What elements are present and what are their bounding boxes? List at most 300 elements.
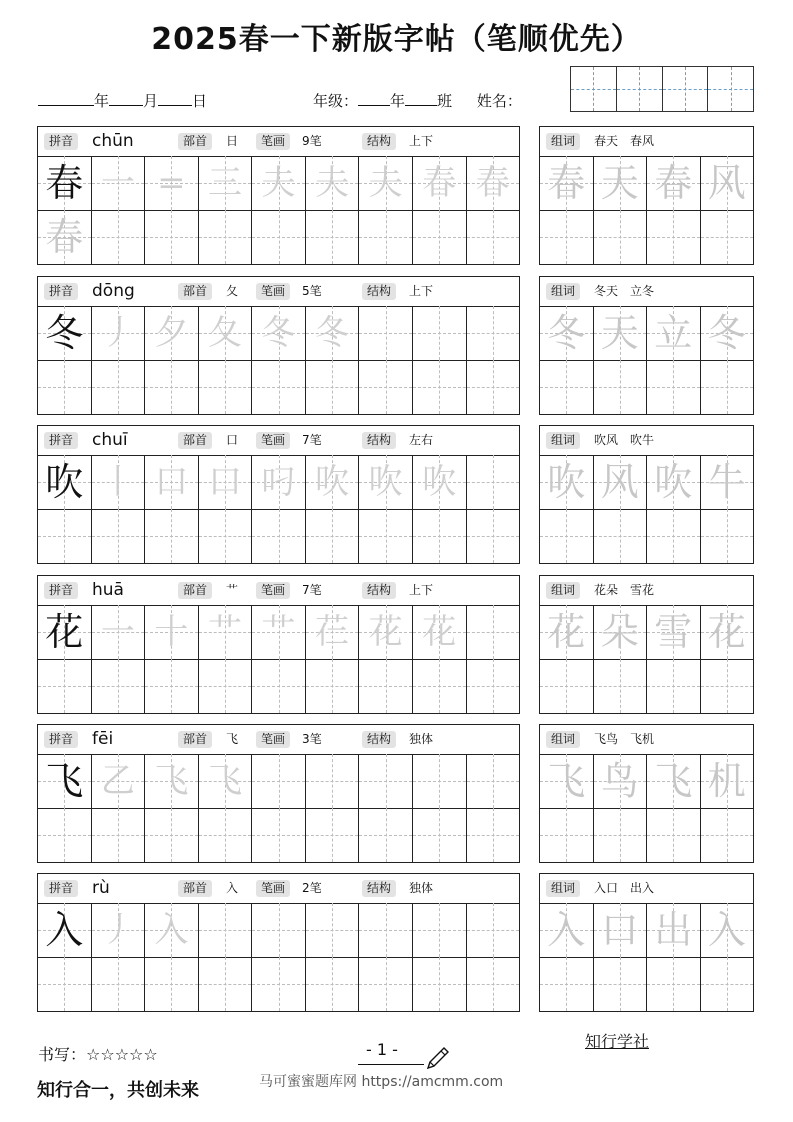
pinyin-value: rù: [92, 878, 110, 898]
word-cell[interactable]: [647, 156, 701, 210]
word-cell[interactable]: [540, 808, 594, 862]
structure-value: 上下: [409, 284, 434, 298]
char-header: [38, 874, 519, 904]
practice-cell[interactable]: [199, 360, 253, 414]
name-cell[interactable]: [617, 67, 663, 111]
practice-cell[interactable]: [199, 210, 253, 264]
strokes-value: 7笔: [302, 583, 322, 597]
stroke-order-char: 口: [207, 462, 242, 502]
words-grid: [540, 156, 753, 264]
word-cell[interactable]: [594, 509, 648, 563]
char-header: [38, 426, 519, 456]
word-cell[interactable]: [540, 903, 594, 957]
month-blank[interactable]: [109, 93, 143, 106]
practice-cell[interactable]: [145, 455, 199, 509]
stroke-order-char: 三: [207, 163, 242, 203]
practice-cell[interactable]: [359, 360, 413, 414]
practice-row: [38, 509, 519, 563]
structure-tag: 结构: [362, 731, 396, 748]
word-cell[interactable]: [701, 509, 754, 563]
word-cell[interactable]: [594, 455, 648, 509]
word-cell[interactable]: [647, 957, 701, 1011]
practice-cell[interactable]: [306, 306, 360, 360]
practice-grid: [38, 156, 519, 264]
practice-cell[interactable]: [413, 210, 467, 264]
practice-cell[interactable]: [38, 754, 92, 808]
pinyin-tag: 拼音: [44, 582, 78, 599]
word-trace-char: 风: [600, 460, 639, 504]
word-trace-char: 冬: [707, 311, 746, 355]
word-trace-char: 天: [600, 311, 639, 355]
word-cell[interactable]: [540, 957, 594, 1011]
strokes-tag: 笔画: [256, 731, 290, 748]
model-char: 飞: [45, 759, 84, 803]
practice-cell[interactable]: [199, 605, 253, 659]
strokes-value: 2笔: [302, 881, 322, 895]
word-cell[interactable]: [647, 754, 701, 808]
structure-tag: 结构: [362, 880, 396, 897]
stroke-order-char: 飞: [207, 761, 242, 801]
structure-value: 独体: [409, 881, 434, 895]
practice-cell[interactable]: [306, 754, 360, 808]
radical-value: 日: [226, 134, 239, 148]
word-cell[interactable]: [594, 605, 648, 659]
stroke-order-char: =: [157, 163, 186, 203]
practice-cell[interactable]: [92, 306, 146, 360]
words-row: [540, 156, 753, 211]
char-block: [37, 575, 754, 714]
stroke-order-char: 夫: [261, 163, 296, 203]
trace-char: 春: [45, 215, 84, 259]
practice-row: [38, 210, 519, 264]
grade-label: 年级：: [313, 92, 359, 110]
radical-tag: 部首: [178, 283, 212, 300]
practice-cell[interactable]: [467, 360, 520, 414]
practice-cell[interactable]: [306, 156, 360, 210]
practice-grid: [38, 455, 519, 563]
words-row: [540, 808, 753, 862]
stroke-order-char: 夫: [315, 163, 350, 203]
practice-cell[interactable]: [359, 903, 413, 957]
practice-cell[interactable]: [306, 210, 360, 264]
practice-cell[interactable]: [306, 605, 360, 659]
word-trace-char: 吹: [547, 460, 586, 504]
word-cell[interactable]: [701, 455, 754, 509]
word-cell[interactable]: [594, 903, 648, 957]
words-row: [540, 455, 753, 510]
practice-cell[interactable]: [306, 957, 360, 1011]
practice-cell[interactable]: [413, 659, 467, 713]
practice-cell[interactable]: [413, 903, 467, 957]
practice-cell[interactable]: [467, 156, 520, 210]
practice-grid: [38, 605, 519, 713]
char-header: [38, 127, 519, 157]
practice-cell[interactable]: [38, 156, 92, 210]
practice-cell[interactable]: [145, 509, 199, 563]
practice-cell[interactable]: [199, 306, 253, 360]
practice-cell[interactable]: [92, 210, 146, 264]
practice-cell[interactable]: [38, 360, 92, 414]
practice-cell[interactable]: [145, 605, 199, 659]
practice-cell[interactable]: [199, 156, 253, 210]
stroke-order-char: 一: [100, 163, 135, 203]
practice-cell[interactable]: [252, 808, 306, 862]
stroke-order-char: 飞: [154, 761, 189, 801]
practice-cell[interactable]: [38, 306, 92, 360]
stroke-order-char: 丿: [100, 313, 135, 353]
words-box: [539, 724, 754, 863]
word-cell[interactable]: [647, 210, 701, 264]
words-header: [540, 874, 753, 904]
practice-cell[interactable]: [413, 156, 467, 210]
practice-grid: [38, 306, 519, 414]
practice-cell[interactable]: [252, 659, 306, 713]
pinyin-tag: 拼音: [44, 731, 78, 748]
pinyin-value: chūn: [92, 131, 134, 151]
practice-cell[interactable]: [467, 605, 520, 659]
practice-cell[interactable]: [467, 659, 520, 713]
strokes-tag: 笔画: [256, 582, 290, 599]
practice-cell[interactable]: [252, 210, 306, 264]
practice-box: [37, 425, 520, 564]
word-trace-char: 冬: [547, 311, 586, 355]
grade-year-label: 年: [390, 92, 406, 110]
class-label: 班: [437, 92, 453, 110]
practice-row: [38, 957, 519, 1011]
slogan: 知行合一，共创未来: [37, 1080, 199, 1101]
practice-cell[interactable]: [467, 957, 520, 1011]
practice-cell[interactable]: [92, 957, 146, 1011]
strokes-value: 5笔: [302, 284, 322, 298]
word-cell[interactable]: [647, 455, 701, 509]
name-label: 姓名：: [476, 92, 522, 110]
date-line: [38, 90, 207, 111]
practice-cell[interactable]: [145, 210, 199, 264]
practice-cell[interactable]: [359, 659, 413, 713]
day-blank[interactable]: [158, 93, 192, 106]
words-value: 入口 出入: [594, 881, 655, 895]
practice-cell[interactable]: [413, 306, 467, 360]
practice-cell[interactable]: [92, 360, 146, 414]
model-char: 春: [45, 161, 84, 205]
words-row: [540, 210, 753, 264]
practice-cell[interactable]: [92, 455, 146, 509]
practice-cell[interactable]: [306, 903, 360, 957]
practice-cell[interactable]: [252, 509, 306, 563]
grade-blank[interactable]: [358, 93, 390, 106]
practice-cell[interactable]: [467, 455, 520, 509]
practice-cell[interactable]: [413, 509, 467, 563]
practice-cell[interactable]: [467, 210, 520, 264]
practice-cell[interactable]: [145, 957, 199, 1011]
radical-value: 入: [226, 881, 239, 895]
word-cell[interactable]: [540, 455, 594, 509]
practice-cell[interactable]: [413, 360, 467, 414]
words-value: 花朵 雪花: [594, 583, 655, 597]
word-cell[interactable]: [701, 605, 754, 659]
structure-value: 上下: [409, 583, 434, 597]
practice-cell[interactable]: [199, 659, 253, 713]
practice-cell[interactable]: [306, 659, 360, 713]
practice-cell[interactable]: [199, 957, 253, 1011]
word-cell[interactable]: [594, 659, 648, 713]
practice-cell[interactable]: [359, 509, 413, 563]
rating-label: 书写：: [38, 1045, 87, 1064]
practice-cell[interactable]: [199, 754, 253, 808]
word-cell[interactable]: [647, 808, 701, 862]
practice-cell[interactable]: [252, 903, 306, 957]
practice-cell[interactable]: [38, 808, 92, 862]
words-grid: [540, 306, 753, 414]
word-cell[interactable]: [647, 659, 701, 713]
word-cell[interactable]: [701, 156, 754, 210]
practice-cell[interactable]: [252, 306, 306, 360]
word-cell[interactable]: [647, 509, 701, 563]
radical-tag: 部首: [178, 731, 212, 748]
word-cell[interactable]: [594, 360, 648, 414]
stroke-order-char: 芢: [315, 612, 350, 652]
page-underline: [358, 1064, 424, 1065]
practice-cell[interactable]: [92, 808, 146, 862]
practice-cell[interactable]: [145, 808, 199, 862]
practice-cell[interactable]: [359, 808, 413, 862]
stroke-order-char: 艹: [261, 612, 296, 652]
rating: [38, 1042, 158, 1065]
pinyin-tag: 拼音: [44, 283, 78, 300]
practice-cell[interactable]: [467, 903, 520, 957]
word-cell[interactable]: [594, 156, 648, 210]
practice-cell[interactable]: [252, 360, 306, 414]
stroke-order-char: 夂: [207, 313, 242, 353]
word-trace-char: 风: [707, 161, 746, 205]
practice-cell[interactable]: [359, 306, 413, 360]
word-cell[interactable]: [540, 659, 594, 713]
words-tag: 组词: [546, 432, 580, 449]
practice-cell[interactable]: [92, 156, 146, 210]
name-cell[interactable]: [663, 67, 709, 111]
practice-cell[interactable]: [199, 509, 253, 563]
words-value: 冬天 立冬: [594, 284, 655, 298]
practice-cell[interactable]: [38, 903, 92, 957]
name-cell[interactable]: [708, 67, 753, 111]
strokes-value: 3笔: [302, 732, 322, 746]
words-row: [540, 306, 753, 361]
radical-tag: 部首: [178, 880, 212, 897]
words-grid: [540, 903, 753, 1011]
word-cell[interactable]: [701, 903, 754, 957]
practice-cell[interactable]: [359, 605, 413, 659]
practice-cell[interactable]: [38, 659, 92, 713]
brand-name: 知行学社: [585, 1032, 650, 1051]
stroke-order-char: 花: [422, 612, 457, 652]
pinyin-tag: 拼音: [44, 133, 78, 150]
strokes-tag: 笔画: [256, 880, 290, 897]
practice-cell[interactable]: [38, 210, 92, 264]
word-trace-char: 春: [654, 161, 693, 205]
practice-cell[interactable]: [467, 754, 520, 808]
practice-cell[interactable]: [252, 605, 306, 659]
practice-cell[interactable]: [252, 957, 306, 1011]
word-trace-char: 花: [547, 610, 586, 654]
strokes-tag: 笔画: [256, 133, 290, 150]
word-cell[interactable]: [647, 306, 701, 360]
word-cell[interactable]: [594, 957, 648, 1011]
practice-cell[interactable]: [306, 455, 360, 509]
pinyin-tag: 拼音: [44, 432, 78, 449]
stroke-order-char: 吹: [422, 462, 457, 502]
practice-cell[interactable]: [252, 455, 306, 509]
practice-cell[interactable]: [359, 455, 413, 509]
practice-box: [37, 126, 520, 265]
practice-cell[interactable]: [199, 903, 253, 957]
word-cell[interactable]: [647, 903, 701, 957]
practice-row: [38, 156, 519, 211]
words-header: [540, 277, 753, 307]
practice-cell[interactable]: [92, 754, 146, 808]
practice-cell[interactable]: [359, 210, 413, 264]
word-cell[interactable]: [701, 306, 754, 360]
stroke-order-char: 冬: [315, 313, 350, 353]
char-block: [37, 724, 754, 863]
words-box: [539, 575, 754, 714]
word-cell[interactable]: [594, 210, 648, 264]
word-cell[interactable]: [540, 605, 594, 659]
practice-cell[interactable]: [92, 605, 146, 659]
practice-cell[interactable]: [145, 754, 199, 808]
practice-grid: [38, 903, 519, 1011]
practice-cell[interactable]: [199, 455, 253, 509]
name-cell[interactable]: [571, 67, 617, 111]
radical-value: 夂: [226, 284, 239, 298]
practice-cell[interactable]: [413, 957, 467, 1011]
practice-cell[interactable]: [359, 754, 413, 808]
word-cell[interactable]: [540, 210, 594, 264]
practice-cell[interactable]: [413, 605, 467, 659]
word-cell[interactable]: [701, 754, 754, 808]
practice-cell[interactable]: [145, 156, 199, 210]
char-header: [38, 576, 519, 606]
word-cell[interactable]: [594, 808, 648, 862]
practice-cell[interactable]: [145, 360, 199, 414]
structure-tag: 结构: [362, 432, 396, 449]
class-blank[interactable]: [405, 93, 437, 106]
words-header: [540, 127, 753, 157]
practice-cell[interactable]: [252, 156, 306, 210]
practice-cell[interactable]: [467, 808, 520, 862]
stroke-order-char: 丨: [100, 462, 135, 502]
word-cell[interactable]: [594, 754, 648, 808]
word-trace-char: 入: [707, 908, 746, 952]
words-row: [540, 957, 753, 1011]
practice-box: [37, 276, 520, 415]
words-row: [540, 509, 753, 563]
word-cell[interactable]: [540, 360, 594, 414]
word-cell[interactable]: [647, 360, 701, 414]
practice-cell[interactable]: [92, 903, 146, 957]
word-trace-char: 飞: [654, 759, 693, 803]
word-cell[interactable]: [647, 605, 701, 659]
practice-row: [38, 659, 519, 713]
stroke-order-char: 乙: [100, 761, 135, 801]
word-cell[interactable]: [540, 156, 594, 210]
radical-value: 飞: [226, 732, 239, 746]
word-trace-char: 入: [547, 908, 586, 952]
practice-cell[interactable]: [38, 455, 92, 509]
class-line: [313, 90, 522, 111]
practice-row: [38, 306, 519, 361]
practice-cell[interactable]: [38, 605, 92, 659]
word-cell[interactable]: [540, 509, 594, 563]
practice-row: [38, 754, 519, 809]
stroke-order-char: 入: [154, 910, 189, 950]
word-cell[interactable]: [701, 659, 754, 713]
practice-row: [38, 360, 519, 414]
word-trace-char: 吹: [654, 460, 693, 504]
stroke-order-char: 春: [475, 163, 510, 203]
word-cell[interactable]: [701, 210, 754, 264]
words-tag: 组词: [546, 731, 580, 748]
practice-cell[interactable]: [413, 455, 467, 509]
practice-cell[interactable]: [252, 754, 306, 808]
month-label: 月: [143, 92, 159, 110]
strokes-tag: 笔画: [256, 283, 290, 300]
practice-cell[interactable]: [467, 509, 520, 563]
practice-cell[interactable]: [306, 808, 360, 862]
word-cell[interactable]: [540, 306, 594, 360]
practice-cell[interactable]: [145, 659, 199, 713]
practice-cell[interactable]: [38, 957, 92, 1011]
year-blank[interactable]: [38, 93, 94, 106]
practice-cell[interactable]: [467, 306, 520, 360]
structure-tag: 结构: [362, 283, 396, 300]
word-cell[interactable]: [701, 957, 754, 1011]
practice-cell[interactable]: [306, 509, 360, 563]
name-writing-grid[interactable]: [570, 66, 754, 112]
words-tag: 组词: [546, 133, 580, 150]
practice-cell[interactable]: [413, 808, 467, 862]
practice-cell[interactable]: [199, 808, 253, 862]
rating-stars[interactable]: ☆☆☆☆☆: [86, 1045, 158, 1064]
word-cell[interactable]: [701, 808, 754, 862]
watermark: 马可蜜蜜题库网 https://amcmm.com: [259, 1074, 504, 1090]
practice-cell[interactable]: [359, 156, 413, 210]
stroke-order-char: 艹: [207, 612, 242, 652]
char-block: [37, 276, 754, 415]
structure-tag: 结构: [362, 133, 396, 150]
words-tag: 组词: [546, 880, 580, 897]
year-label: 年: [94, 92, 110, 110]
practice-cell[interactable]: [38, 509, 92, 563]
practice-cell[interactable]: [145, 306, 199, 360]
word-cell[interactable]: [594, 306, 648, 360]
practice-cell[interactable]: [92, 509, 146, 563]
practice-row: [38, 605, 519, 660]
practice-cell[interactable]: [359, 957, 413, 1011]
practice-row: [38, 903, 519, 958]
stroke-order-char: 夕: [154, 313, 189, 353]
word-cell[interactable]: [701, 360, 754, 414]
practice-cell[interactable]: [306, 360, 360, 414]
words-value: 吹风 吹牛: [594, 433, 655, 447]
practice-cell[interactable]: [92, 659, 146, 713]
word-trace-char: 机: [707, 759, 746, 803]
practice-box: [37, 724, 520, 863]
words-box: [539, 126, 754, 265]
practice-cell[interactable]: [413, 754, 467, 808]
practice-cell[interactable]: [145, 903, 199, 957]
page-title: 2025春一下新版字帖（笔顺优先）: [151, 22, 642, 57]
word-cell[interactable]: [540, 754, 594, 808]
